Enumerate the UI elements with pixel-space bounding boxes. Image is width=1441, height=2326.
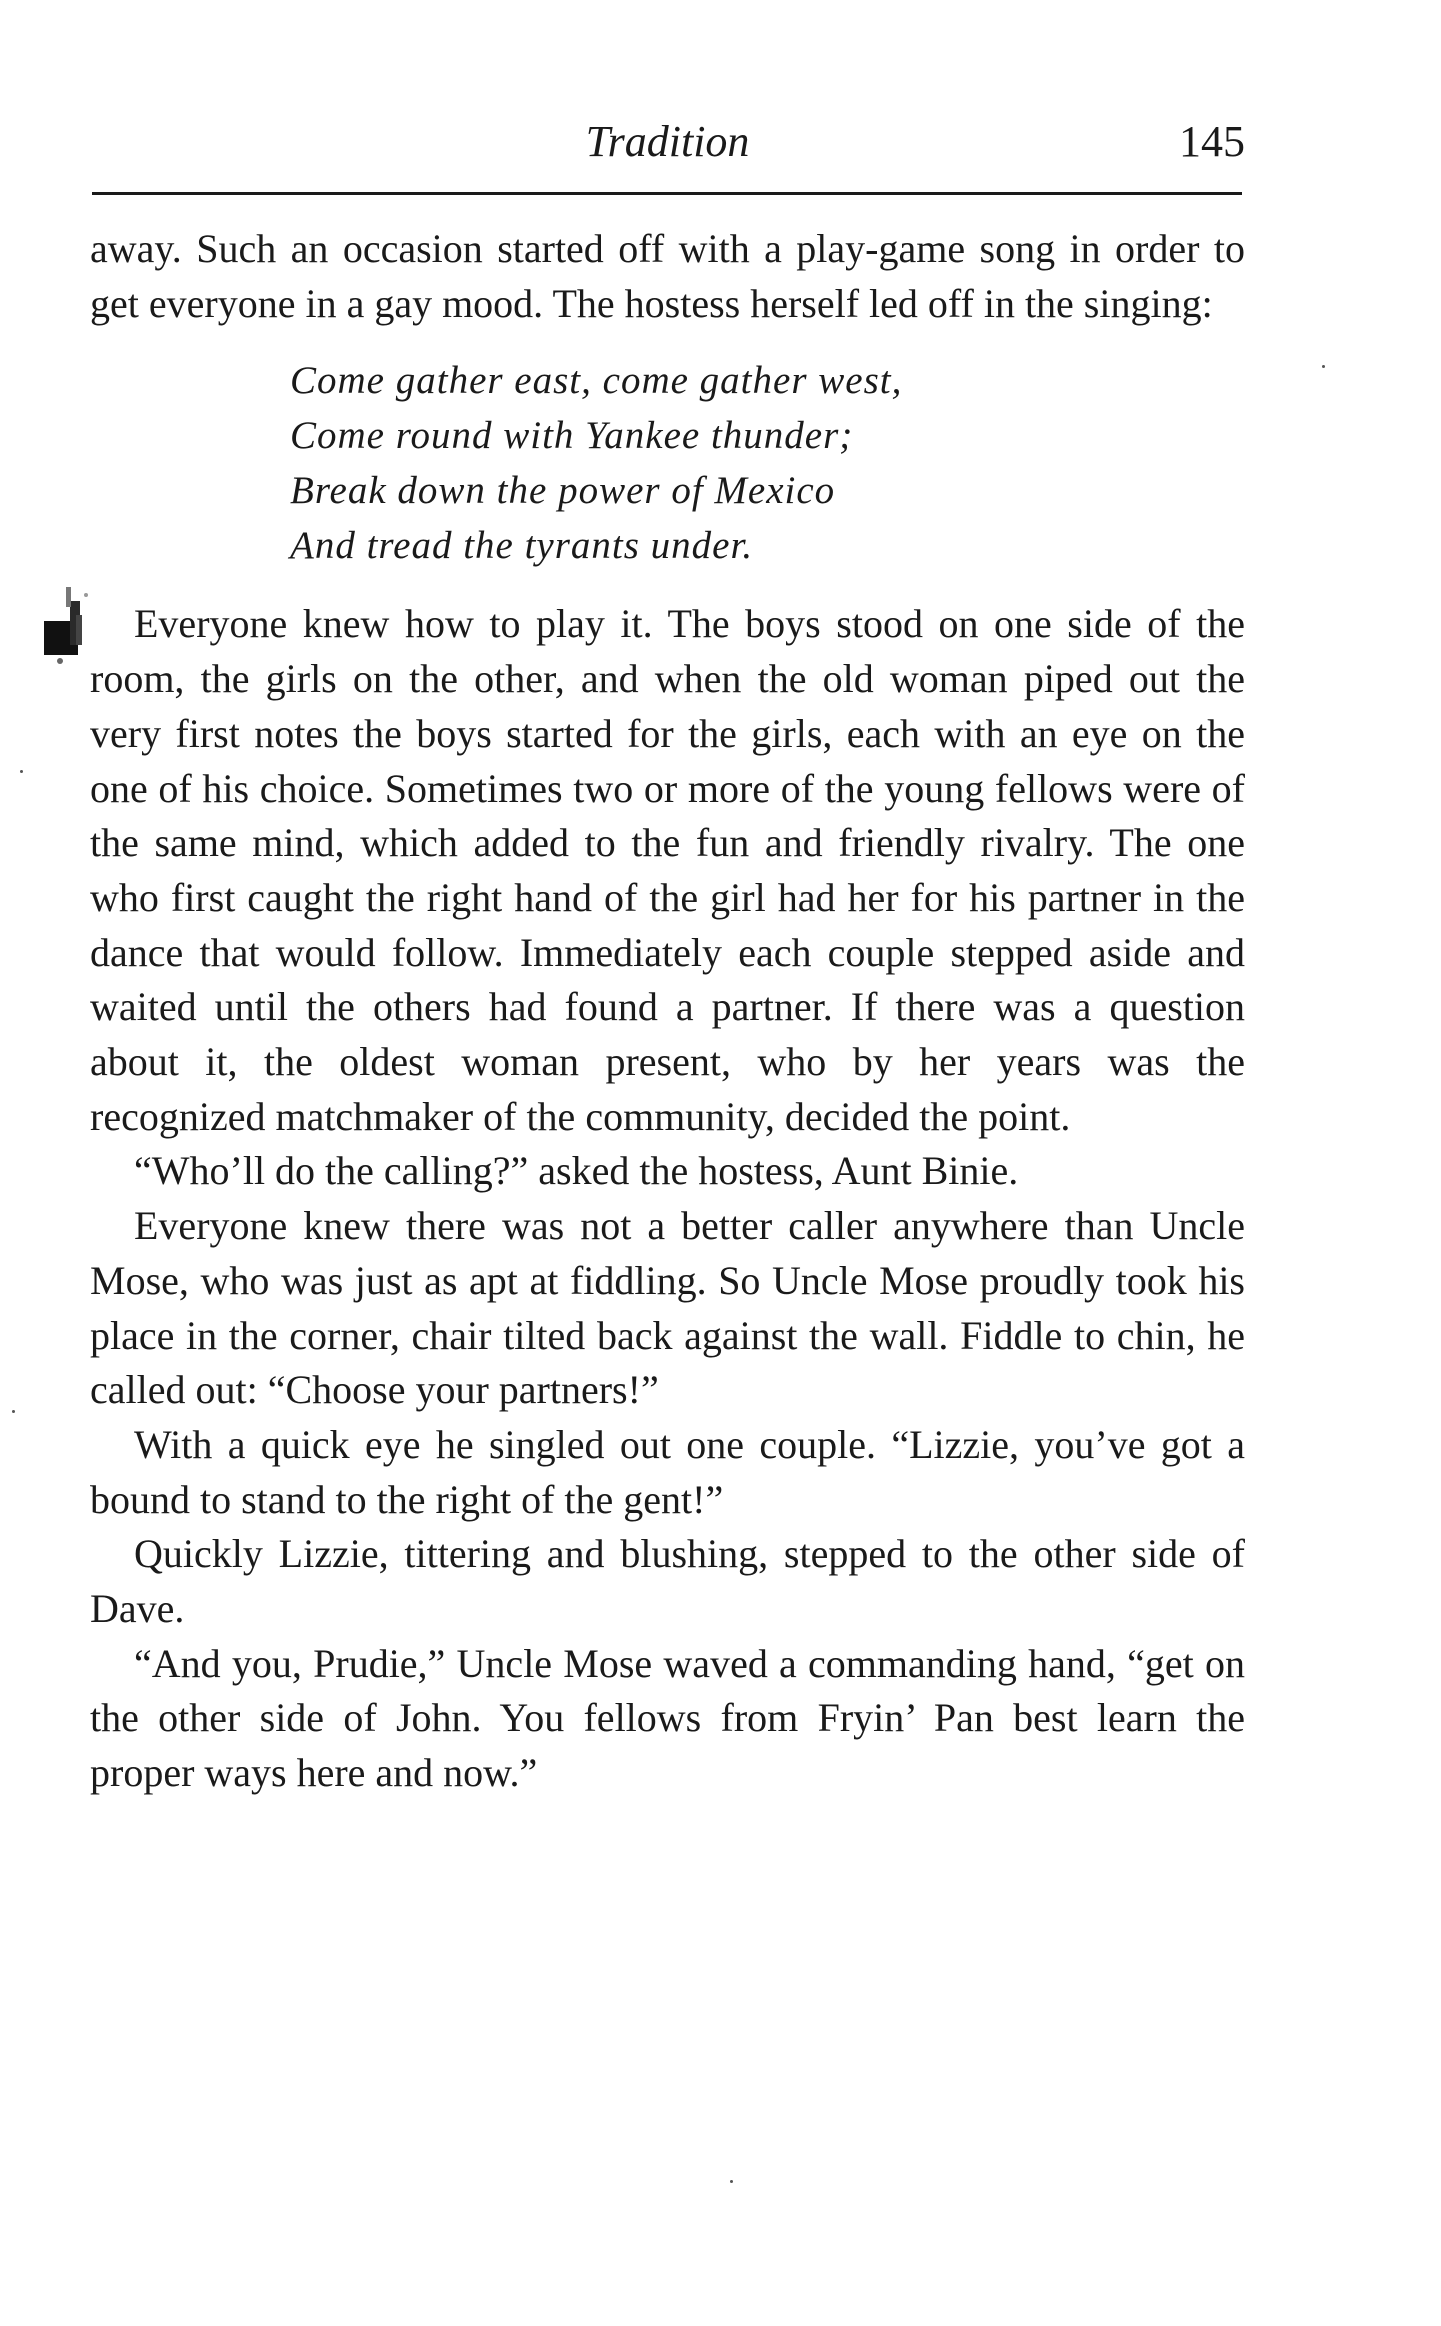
song-verse [90, 353, 1245, 573]
paragraph-1: away. Such an occasion started off with a play-game song in order to get everyone in a gay mood. The hostess herself led off in the singing: [90, 226, 1245, 326]
paragraph-7: “And you, Prudie,” Uncle Mose waved a commanding hand, “get on the other side of John. You fellows from Fryin’ Pan best learn the proper ways here and now.” [90, 1640, 1245, 1796]
stray-mark [12, 1410, 15, 1413]
verse-line-2: Come round with Yankee thunder; [290, 414, 854, 458]
verse-line-1: Come gather east, come gather west, [290, 359, 903, 403]
paragraph-5: With a quick eye he singled out one couple. “Lizzie, you’ve got a bound to stand to the right of the gent!” [90, 1421, 1245, 1522]
header-rule [92, 192, 1242, 195]
paragraph-4: Everyone knew there was not a better caller anywhere than Uncle Mose, who was just as apt at fiddling. So Uncle Mose proudly took his place in the corner, chair tilted back against the wall. Fiddle to chin, he called out: “Choose your partners!” [90, 1203, 1245, 1413]
verse-line-3: Break down the power of Mexico [290, 469, 836, 513]
body-text [90, 222, 1245, 1801]
stray-mark [20, 770, 23, 773]
stray-mark [730, 2180, 733, 2183]
page-number: 145 [1179, 117, 1245, 166]
paragraph-2: Everyone knew how to play it. The boys stood on one side of the room, the girls on the other, and when the old woman piped out the very first notes the boys started for the girls, each with an eye on the one of his choice. Sometimes two or more of the young fellows were of the same mind, which added to the fun and friendly rivalry. The one who first caught the right hand of the girl had her for his partner in the dance that would follow. Immediately each couple stepped aside and waited until the others had found a partner. If there was a question about it, the oldest woman present, who by her years was the recognized matchmaker of the community, decided the point. [90, 601, 1245, 1139]
paragraph-6: Quickly Lizzie, tittering and blushing, stepped to the other side of Dave. [90, 1531, 1245, 1632]
running-title: Tradition [585, 117, 750, 166]
paragraph-3: “Who’ll do the calling?” asked the hostess, Aunt Binie. [134, 1148, 1019, 1194]
running-head [90, 112, 1245, 172]
verse-line-4: And tread the tyrants under. [290, 524, 754, 568]
stray-mark [1322, 365, 1325, 368]
